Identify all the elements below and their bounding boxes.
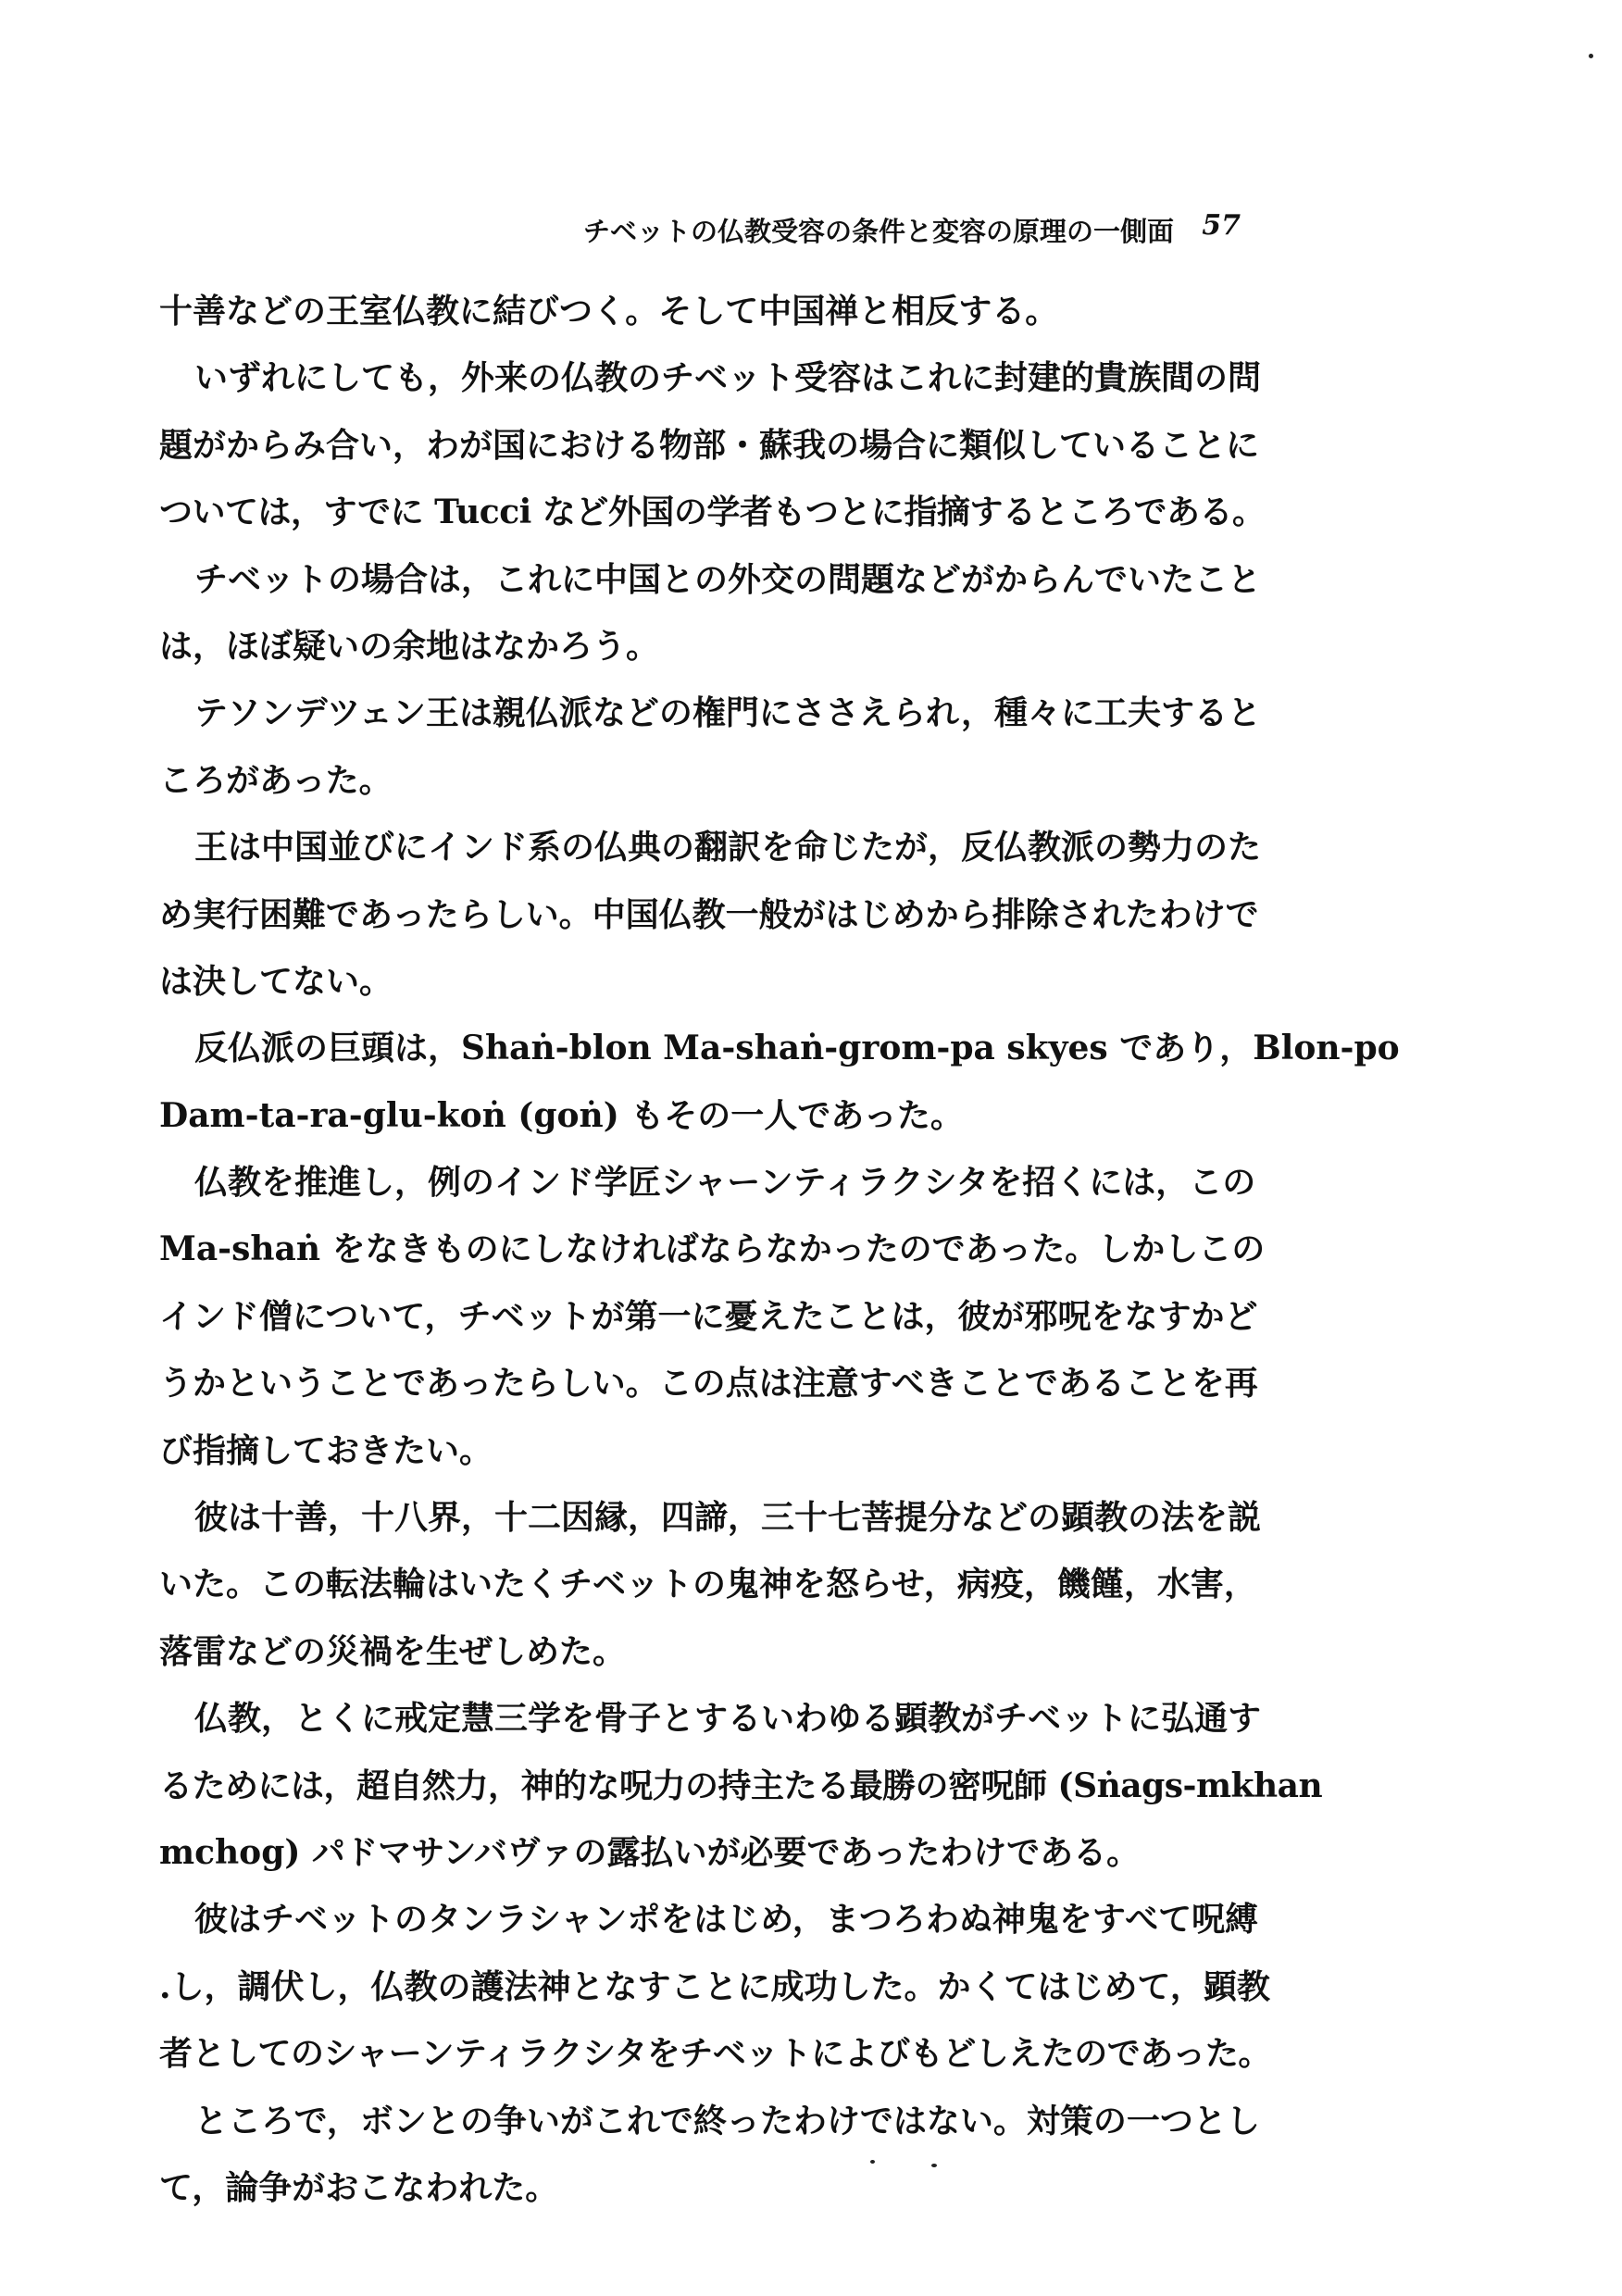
text-line: は決してない。: [159, 961, 393, 1001]
text-line: び指摘しておきたい。: [159, 1430, 493, 1470]
text-line: 落雷などの災禍を生ぜしめた。: [159, 1631, 627, 1671]
text-line: Ma-shaṅ をなきものにしなければならなかったのであった。しかしこの: [159, 1229, 1266, 1269]
text-line: ところで，ボンとの争いがこれで終ったわけではない。対策の一つとし: [194, 2101, 1260, 2140]
running-header: [583, 211, 1241, 257]
page-number: 57: [1202, 209, 1241, 242]
scan-speck: [931, 2164, 937, 2167]
text-line: mchog) パドマサンバヴァの露払いが必要であったわけである。: [159, 1832, 1141, 1872]
text-line: 十善などの王室仏教に結びつく。そして中国禅と相反する。: [159, 292, 1059, 331]
text-line: チベットの場合は，これに中国との外交の問題などがからんでいたこと: [194, 559, 1262, 599]
text-line: 反仏派の巨頭は，Shaṅ-blon Ma-shaṅ-grom-pa skyes であり，Blon-po: [194, 1029, 1400, 1068]
text-line: ついては，すでに Tucci など外国の学者もつとに指摘するところである。: [159, 493, 1266, 532]
text-line: め実行困難であったらしい。中国仏教一般がはじめから排除されたわけで: [159, 894, 1259, 934]
text-line: インド僧について，チベットが第一に憂えたことは，彼が邪呪をなすかど: [159, 1296, 1258, 1336]
text-line: るためには，超自然力，神的な呪力の持主たる最勝の密呪師 (Sṅags-mkhan: [159, 1766, 1323, 1805]
text-line: いずれにしても，外来の仏教のチベット受容はこれに封建的貴族間の問: [194, 358, 1262, 398]
body-text: [159, 278, 1400, 2221]
text-line: 者としてのシャーンティラクシタをチベットによびもどしえたのであった。: [159, 2034, 1271, 2074]
text-line: 題がからみ合い，わが国における物部・蘇我の場合に類似していることに: [159, 425, 1260, 465]
text-line: うかということであったらしい。この点は注意すべきことであることを再: [159, 1364, 1258, 1404]
running-title: チベットの仏教受容の条件と変容の原理の一側面: [583, 216, 1175, 247]
text-line: て，論争がおこなわれた。: [159, 2167, 559, 2207]
text-line: テソンデツェン王は親仏派などの権門にささえられ，種々に工夫すると: [194, 693, 1262, 733]
text-line: ころがあった。: [159, 760, 393, 800]
text-line: 彼は十善，十八界，十二因縁，四諦，三十七菩提分などの顕教の法を説: [194, 1498, 1262, 1538]
text-line: いた。この転法輪はいたくチベットの鬼神を怒らせ，病疫，饑饉，水害，: [159, 1565, 1257, 1604]
text-line: .し，調伏し，仏教の護法神となすことに成功した。かくてはじめて，顕教: [159, 1966, 1270, 2006]
scan-speck: [870, 2160, 875, 2164]
text-line: 仏教を推進し，例のインド学匠シャーンティラクシタを招くには，この: [194, 1163, 1256, 1203]
text-line: Dam-ta-ra-glu-koṅ (goṅ) もその一人であった。: [159, 1095, 964, 1135]
text-line: 仏教，とくに戒定慧三学を骨子とするいわゆる顕教がチベットに弘通す: [194, 1699, 1262, 1739]
scan-speck: [1589, 54, 1593, 58]
text-line: は，ほぼ疑いの余地はなかろう。: [159, 626, 660, 666]
text-line: 彼はチベットのタンラシャンポをはじめ，まつろわぬ神鬼をすべて呪縛: [194, 1900, 1259, 1940]
text-line: 王は中国並びにインド系の仏典の翻訳を命じたが，反仏教派の勢力のた: [194, 828, 1262, 867]
